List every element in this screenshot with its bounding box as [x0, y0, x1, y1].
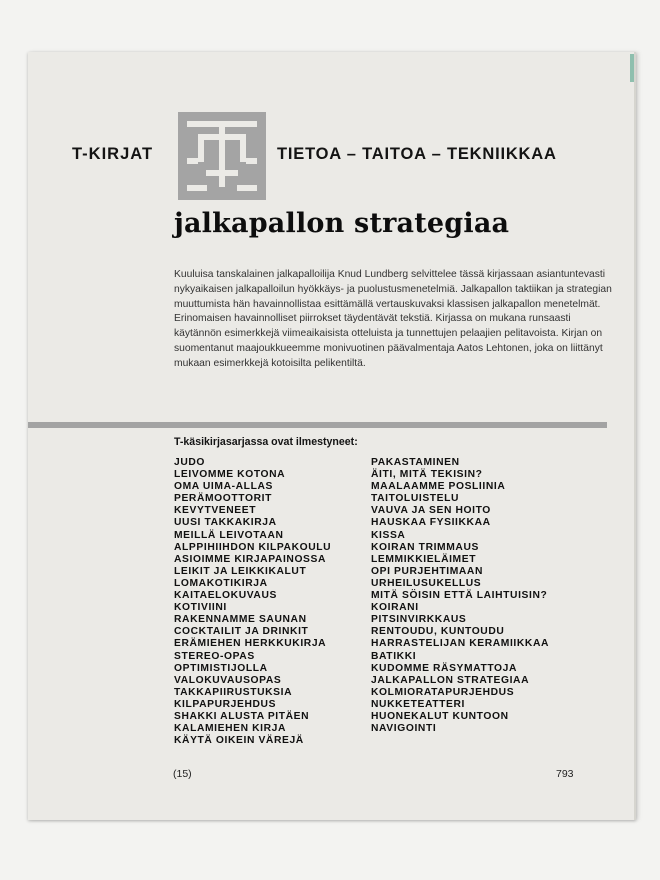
list-item: HUONEKALUT KUNTOON [371, 710, 509, 722]
footer-left-number: (15) [173, 768, 192, 780]
list-item: RAKENNAMME SAUNAN [174, 614, 307, 626]
list-item: PITSINVIRKKAUS [371, 614, 467, 626]
cover-edge-mark [630, 54, 634, 82]
list-item: ÄITI, MITÄ TEKISIN? [371, 469, 483, 481]
list-item: HARRASTELIJAN KERAMIIKKAA [371, 638, 550, 650]
list-item: JALKAPALLON STRATEGIAA [371, 674, 530, 686]
series-label: T-KIRJAT [72, 145, 154, 163]
list-item: HAUSKAA FYSIIKKAA [371, 517, 491, 529]
list-item: MEILLÄ LEIVOTAAN [174, 529, 284, 541]
list-item: LEIVOMME KOTONA [174, 469, 286, 481]
list-item: LEIKIT JA LEIKKIKALUT [174, 565, 307, 577]
series-list-right-column [371, 457, 549, 735]
list-item: KALAMIEHEN KIRJA [174, 723, 287, 735]
list-item: KEVYTVENEET [174, 505, 257, 517]
list-item: RENTOUDU, KUNTOUDU [371, 626, 505, 638]
list-item: KOTIVIINI [174, 602, 227, 614]
list-item: UUSI TAKKAKIRJA [174, 517, 277, 529]
list-item: OPI PURJEHTIMAAN [371, 565, 484, 577]
list-item: OPTIMISTIJOLLA [174, 662, 268, 674]
list-item: KOLMIORATAPURJEHDUS [371, 686, 515, 698]
list-item: SHAKKI ALUSTA PITÄEN [174, 710, 310, 722]
list-item: URHEILUSUKELLUS [371, 577, 482, 589]
book-title: jalkapallon strategiaa [174, 208, 510, 239]
series-tagline: TIETOA – TAITOA – TEKNIIKKAA [277, 145, 557, 163]
book-back-cover [28, 52, 636, 820]
list-item: TAITOLUISTELU [371, 493, 460, 505]
list-item: MAALAAMME POSLIINIA [371, 481, 506, 493]
list-item: VAUVA JA SEN HOITO [371, 505, 491, 517]
list-item: JUDO [174, 457, 206, 468]
section-divider [28, 422, 607, 428]
list-item: LEMMIKKIELÄIMET [371, 553, 477, 565]
list-item: PERÄMOOTTORIT [174, 493, 272, 505]
list-item: VALOKUVAUSOPAS [174, 674, 282, 686]
list-item: STEREO-OPAS [174, 650, 255, 662]
series-list-left-column [174, 457, 331, 747]
list-item: BATIKKI [371, 650, 417, 662]
book-description: Kuuluisa tanskalainen jalkapalloilija Knud Lundberg selvittelee tässä kirjassaan asiantuntevasti nykyaikaisen jalkapalloilun hyökkäys- ja puolustusmenetelmiä. Jalkapallon taktiikan ja strategian muuttumista hän havainnollistaa esittämällä vertauskuvaksi klassisen jalkapallon menetelmät. Erinomaisen havainnolliset piirrokset täydentävät tekstiä. Kirjassa on mukana runsaasti käytännön esimerkkejä viimeaikaisista otteluista ja tunnettujen pelaajien pelitavoista. Kirjan on suomentanut maajoukkueemme monivuotinen päävalmentaja Aatos Lehtonen, joka on liittänyt mukaan esimerkkejä kotoisilta pelikentiltä. [174, 269, 612, 369]
list-item: ASIOIMME KIRJAPAINOSSA [174, 553, 327, 565]
list-item: KAITAELOKUVAUS [174, 590, 277, 602]
series-list-heading: T-käsikirjasarjassa ovat ilmestyneet: [174, 436, 358, 448]
list-item: KÄYTÄ OIKEIN VÄREJÄ [174, 735, 304, 747]
list-item: KILPAPURJEHDUS [174, 698, 277, 710]
list-item: NUKKETEATTERI [371, 698, 465, 710]
list-item: ALPPIHIIHDON KILPAKOULU [174, 541, 332, 553]
list-item: MITÄ SÖISIN ETTÄ LAIHTUISIN? [371, 590, 548, 602]
list-item: KOIRAN TRIMMAUS [371, 541, 479, 553]
list-item: NAVIGOINTI [371, 723, 437, 735]
list-item: KOIRANI [371, 602, 419, 614]
list-item: OMA UIMA-ALLAS [174, 481, 273, 493]
list-item: ERÄMIEHEN HERKKUKIRJA [174, 638, 327, 650]
list-item: PAKASTAMINEN [371, 457, 460, 468]
t-kirjat-maze-logo-icon [178, 112, 266, 200]
list-item: KUDOMME RÄSYMATTOJA [371, 662, 518, 674]
list-item: LOMAKOTIKIRJA [174, 577, 268, 589]
list-item: COCKTAILIT JA DRINKIT [174, 626, 309, 638]
list-item: TAKKAPIIRUSTUKSIA [174, 686, 293, 698]
footer-right-number: 793 [556, 768, 574, 780]
list-item: KISSA [371, 529, 406, 541]
